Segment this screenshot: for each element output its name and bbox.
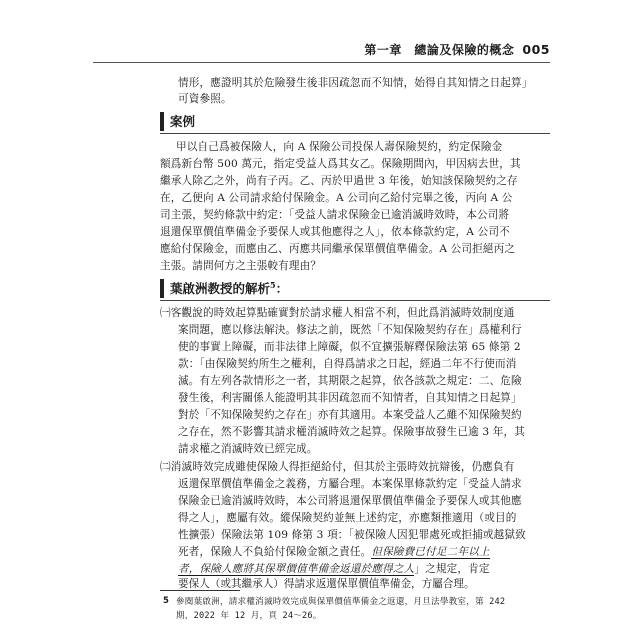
footnote-mark: 5: [163, 596, 169, 606]
analysis-line: [178, 545, 490, 559]
footnote-line: 參閱葉啟洲，請求權消滅時效完成與保單價值準備金之返還，月旦法學教室，第 242: [176, 597, 506, 607]
underlined-quote: 但保險費已付足二年以上: [371, 546, 490, 558]
underlined-quote: 者，保險人應將其保單價值準備金返還於應得之人: [178, 563, 415, 575]
chapter-title: 第一章 總論及保險的概念: [364, 42, 515, 57]
case-line: 應給付保險金，而應由乙、丙應共同繼承保單價值準備金。A 公司拒絕丙之: [160, 243, 516, 255]
analysis-line: [178, 562, 490, 576]
analysis-line: 保險金已逾消滅時效時，本公司將退還保單價值準備金予要保人或其他應: [178, 495, 522, 507]
case-heading: 案例: [160, 112, 195, 131]
analysis-heading-colon: ：: [275, 281, 289, 296]
analysis-line: 使的事實上障礙，而非法律上障礙，似不宜擴張解釋保險法第 65 條第 2: [178, 341, 521, 353]
analysis-line: 發生後，利害關係人能證明其非因疏忽而不知情者，自其知情之日起算」: [178, 392, 522, 404]
footnote-ref: 5: [270, 279, 276, 290]
analysis-line: 要保人（或其繼承人）得請求返還保單價值準備金，方屬合理。: [178, 578, 475, 590]
analysis-text: 」之規定，肯定: [414, 563, 490, 575]
case-line: 額爲新台幣 500 萬元，指定受益人爲其女乙。保險期間內，甲因病去世，其: [160, 158, 521, 170]
case-line: 在，乙便向 A 公司請求給付保險金。A 公司向乙給付完畢之後，丙向 A 公: [160, 192, 513, 204]
analysis-line: 之存在，然不影響其請求權消滅時效之起算。保險事故發生已逾 3 年，其: [178, 426, 525, 438]
header-divider: [93, 62, 550, 63]
case-line: 甲以自己爲被保險人，向 A 保險公司投保人壽保險契約，約定保險金: [176, 141, 503, 153]
case-line: 退還保單價值準備金予要保人或其他應得之人」，依本條款約定，A 公司不: [160, 226, 510, 238]
analysis-line: 性擴張）保險法第 109 條第 3 項：「被保險人因犯罪處死或拒捕或越獄致: [178, 529, 526, 541]
analysis-line: 返還保單價值準備金之義務，方屬合理。本案保單條款約定「受益人請求: [178, 478, 522, 490]
page-number: 005: [522, 41, 550, 57]
text-line: 可資參照。: [178, 93, 232, 105]
analysis-line: 案問題，應以修法解決。修法之前，既然「不知保險契約存在」爲權利行: [178, 324, 522, 336]
analysis-line: 對於「不知保險契約之存在」亦有其適用。本案受益人乙雖不知保險契約: [178, 409, 522, 421]
analysis-heading-text: 葉啟洲教授的解析: [170, 281, 271, 296]
case-line: 司主張，契約條款中約定：「受益人請求保險金已逾消滅時效時，本公司將: [160, 209, 510, 221]
running-header: [340, 40, 550, 58]
analysis-line: ㈠客觀說的時效起算點確實對於請求權人相當不利，但此爲消滅時效制度通: [160, 307, 515, 319]
case-line: 繼承人除乙之外，尚有子丙。乙、丙於甲過世 3 年後，始知該保險契約之存: [160, 175, 518, 187]
analysis-line: 請求權之消滅時效已經完成。: [178, 443, 318, 455]
analysis-line: ㈡消滅時效完成雖使保險人得拒絕給付，但其於主張時效抗辯後，仍應負有: [160, 461, 515, 473]
analysis-line: 滅。有左列各款情形之一者，其期限之起算，依各該款之規定：二、危險: [178, 375, 522, 387]
text-line: 情形，應證明其於危險發生後非因疏忽而不知情，始得自其知情之日起算」: [178, 77, 533, 89]
heading-divider: [160, 300, 550, 301]
analysis-text: 死者，保險人不負給付保險金額之責任。: [178, 546, 372, 558]
footnote-divider: [160, 590, 240, 591]
analysis-heading: [160, 279, 288, 298]
case-line: 主張。請問何方之主張較有理由？: [160, 260, 322, 272]
heading-divider: [160, 133, 550, 134]
analysis-line: 款：「由保險契約所生之權利，自得爲請求之日起，經過二年不行使而消: [178, 358, 517, 370]
footnote-line: 期，2022 年 12 月，頁 24～26。: [176, 611, 322, 621]
analysis-line: 得之人」，應屬有效。縱保險契約並無上述約定，亦應類推適用（或目的: [178, 512, 517, 524]
